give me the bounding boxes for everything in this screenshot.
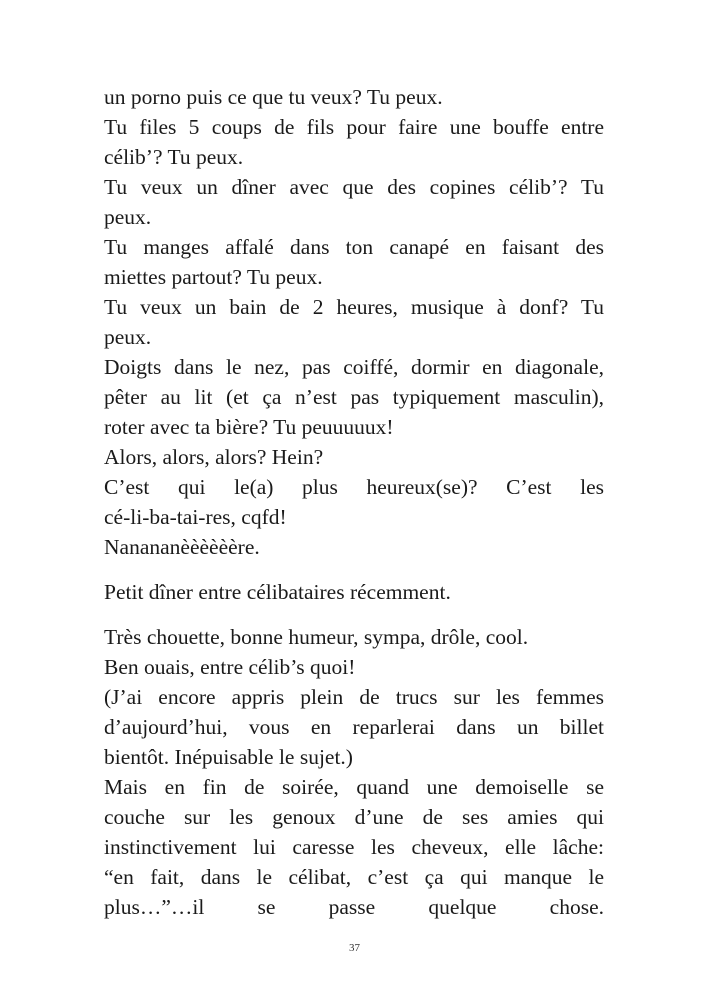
text-line: Petit dîner entre célibataires récemment. (104, 580, 451, 604)
text-line: Ben ouais, entre célib’s quoi! (104, 655, 356, 679)
text-line: miettes partout? Tu peux. (104, 265, 323, 289)
text-line: un porno puis ce que tu veux? Tu peux. (104, 85, 443, 109)
text-line: Nanananèèèèèère. (104, 535, 260, 559)
page-number: 37 (349, 942, 360, 954)
text-line: “en fait, dans le célibat, c’est ça qui manque le (104, 865, 604, 889)
paragraph (104, 622, 604, 922)
text-line: peux. (104, 205, 152, 229)
text-line: Tu veux un bain de 2 heures, musique à donf? Tu (104, 295, 604, 319)
text-line: Très chouette, bonne humeur, sympa, drôle, cool. (104, 625, 529, 649)
text-line: instinctivement lui caresse les cheveux, elle lâche: (104, 835, 604, 859)
document-page (104, 82, 604, 922)
text-line: Tu manges affalé dans ton canapé en faisant des (104, 235, 604, 259)
text-line: d’aujourd’hui, vous en reparlerai dans un billet (104, 715, 604, 739)
text-line: bientôt. Inépuisable le sujet.) (104, 745, 353, 769)
paragraph-gap (104, 562, 604, 577)
text-line: (J’ai encore appris plein de trucs sur les femmes (104, 685, 604, 709)
text-body (104, 82, 604, 922)
paragraph-gap (104, 607, 604, 622)
text-line: Tu veux un dîner avec que des copines célib’? Tu (104, 175, 604, 199)
text-line: peux. (104, 325, 152, 349)
text-line: Alors, alors, alors? Hein? (104, 445, 324, 469)
text-line: roter avec ta bière? Tu peuuuuux! (104, 415, 394, 439)
text-line: couche sur les genoux d’une de ses amies qui (104, 805, 604, 829)
text-line: plus…”…il se passe quelque chose. (104, 895, 604, 919)
text-line: cé-li-ba-tai-res, cqfd! (104, 505, 287, 529)
text-line: pêter au lit (et ça n’est pas typiquement masculin), (104, 385, 604, 409)
paragraph (104, 577, 604, 607)
text-line: C’est qui le(a) plus heureux(se)? C’est les (104, 475, 604, 499)
text-line: Tu files 5 coups de fils pour faire une bouffe entre (104, 115, 604, 139)
paragraph (104, 82, 604, 562)
text-line: Mais en fin de soirée, quand une demoiselle se (104, 775, 604, 799)
text-line: Doigts dans le nez, pas coiffé, dormir en diagonale, (104, 355, 604, 379)
text-line: célib’? Tu peux. (104, 145, 244, 169)
